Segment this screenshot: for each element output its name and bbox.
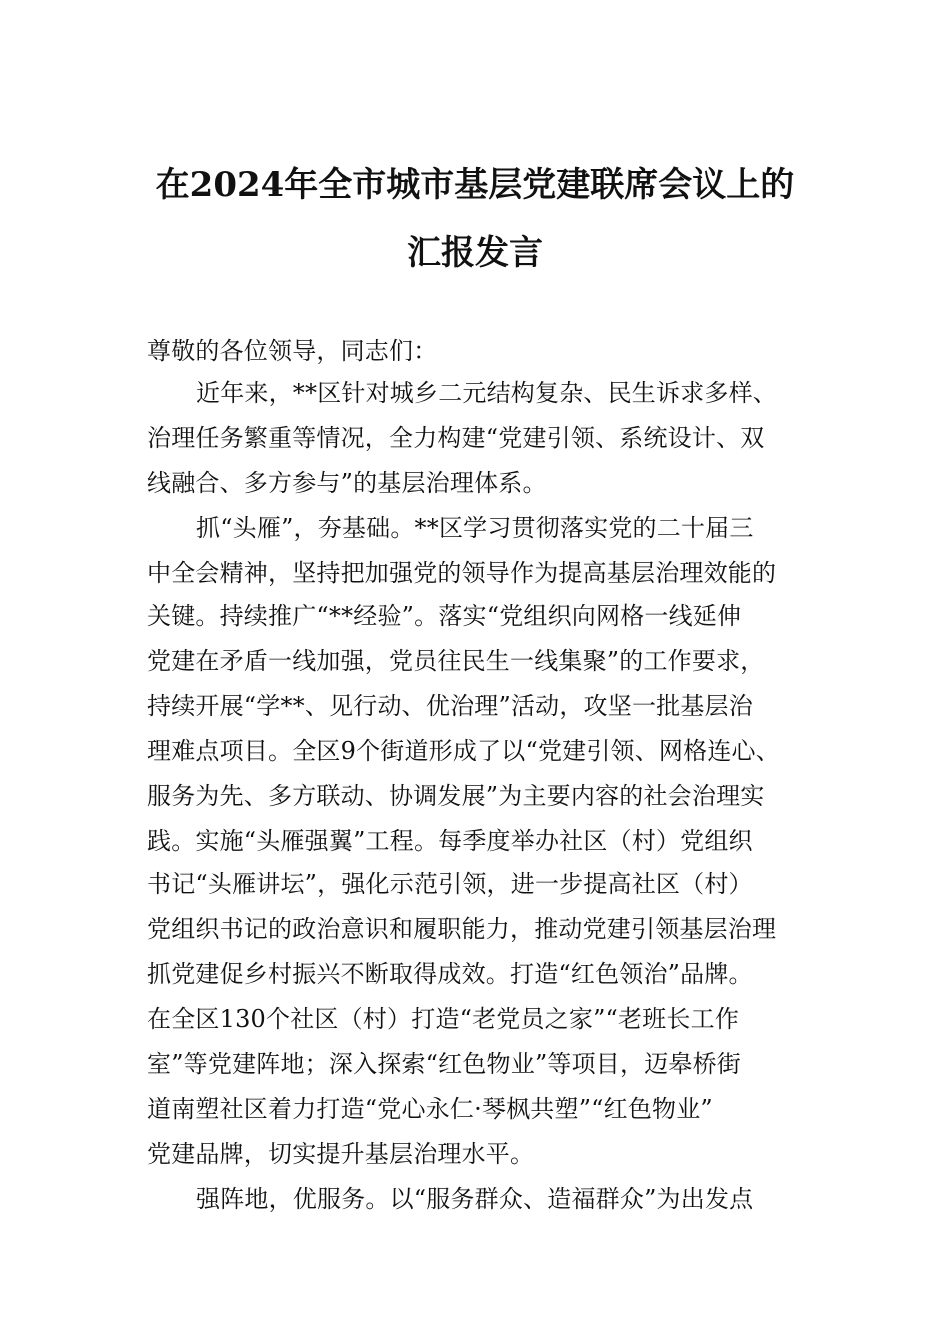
paragraph-line: 强阵地，优服务。以“服务群众、造福群众”为出发点 [196, 1185, 754, 1213]
salutation: 尊敬的各位领导，同志们： [147, 337, 438, 365]
paragraph-line: 线融合、多方参与”的基层治理体系。 [147, 469, 547, 497]
paragraph-line: 道南塑社区着力打造“党心永仁·琴枫共塑”“红色物业” [147, 1095, 713, 1123]
paragraph-line: 室”等党建阵地；深入探索“红色物业”等项目，迈皋桥街 [147, 1050, 742, 1078]
paragraph-line: 服务为先、多方联动、协调发展”为主要内容的社会治理实 [147, 782, 765, 810]
paragraph-line: 中全会精神，坚持把加强党的领导作为提高基层治理效能的 [147, 559, 777, 587]
paragraph-line: 近年来，**区针对城乡二元结构复杂、民生诉求多样、 [196, 379, 777, 407]
paragraph-line: 持续开展“学**、见行动、优治理”活动，攻坚一批基层治 [147, 692, 753, 720]
paragraph-line: 理难点项目。全区9个街道形成了以“党建引领、网格连心、 [147, 737, 780, 765]
paragraph-line: 抓党建促乡村振兴不断取得成效。打造“红色领治”品牌。 [147, 960, 753, 988]
paragraph-line: 党建品牌，切实提升基层治理水平。 [147, 1140, 535, 1168]
paragraph-line: 书记“头雁讲坛”，强化示范引领，进一步提高社区（村） [147, 870, 753, 898]
document-title-line-2: 汇报发言 [407, 233, 543, 273]
paragraph-line: 抓“头雁”，夯基础。**区学习贯彻落实党的二十届三 [196, 514, 754, 542]
paragraph-line: 治理任务繁重等情况，全力构建“党建引领、系统设计、双 [147, 424, 765, 452]
paragraph-line: 党组织书记的政治意识和履职能力，推动党建引领基层治理 [147, 915, 777, 943]
paragraph-line: 党建在矛盾一线加强，党员往民生一线集聚”的工作要求， [147, 647, 765, 675]
document-title-line-1: 在2024年全市城市基层党建联席会议上的 [155, 165, 795, 205]
paragraph-line: 关键。持续推广“**经验”。落实“党组织向网格一线延伸 [147, 602, 742, 630]
paragraph-line: 践。实施“头雁强翼”工程。每季度举办社区（村）党组织 [147, 827, 753, 855]
paragraph-line: 在全区130个社区（村）打造“老党员之家”“老班长工作 [147, 1005, 740, 1033]
